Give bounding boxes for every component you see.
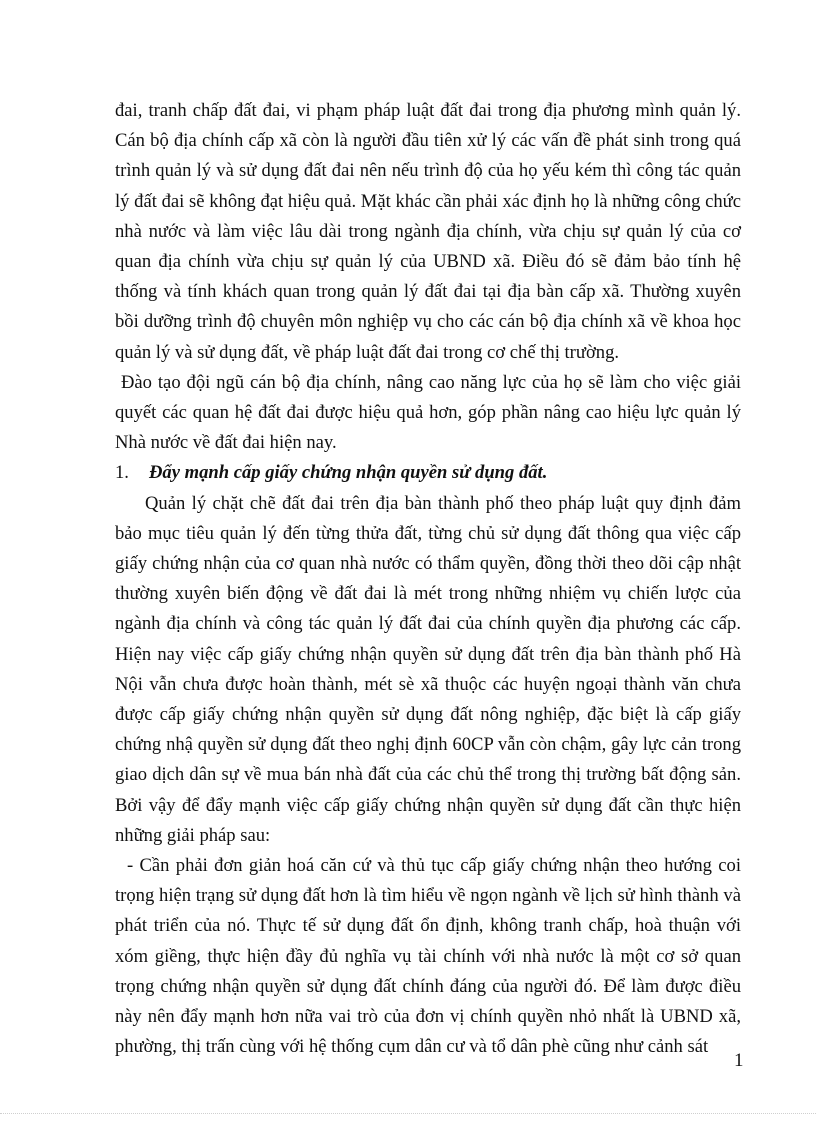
paragraph-training: Đào tạo đội ngũ cán bộ địa chính, nâng cao năng lực của họ sẽ làm cho việc giải quyết các quan hệ đất đai được hiệu quả hơn, góp phần nâng cao hiệu lực quản lý Nhà nước về đất đai hiện nay. xyxy=(115,371,741,454)
paragraph-land-management: Quản lý chặt chẽ đất đai trên địa bàn thành phố theo pháp luật quy định đảm bảo mục tiêu quản lý đến từng thửa đất, từng chủ sử dụng đất thông qua việc cấp giấy chứng nhận của cơ quan nhà nước có thẩm quyền, đồng thời theo dõi cập nhật thường xuyên biến động về đất đai là mét trong những nhiệm vụ chiến lược của ngành địa chính và công tác quản lý đất đai của chính quyền địa phương các cấp. Hiện nay việc cấp giấy chứng nhận quyền sử dụng đất trên địa bàn thành phố Hà Nội vẫn chưa được hoàn thành, mét sè xã thuộc các huyện ngoại thành văn chưa được cấp giấy chứng nhận quyền sử dụng đất nông nghiệp, đặc biệt là cấp giấy chứng nhậ quyền sử dụng đất theo nghị định 60CP vẫn còn chậm, gây lực cản trong giao dịch dân sự về mua bán nhà đất của các chủ thể trong thị trường bất động sản. Bởi vậy để đẩy mạnh việc cấp giấy chứng nhận quyền sử dụng đất cần thực hiện những giải pháp sau: xyxy=(115,492,741,846)
paragraph-simplify-procedures: - Cần phải đơn giản hoá căn cứ và thủ tục cấp giấy chứng nhận theo hướng coi trọng hiện trạng sử dụng đất hơn là tìm hiểu về ngọn ngành về lịch sử hình thành và phát triển của nó. Thực tế sử dụng đất ổn định, không tranh chấp, hoà thuận với xóm giềng, thực hiện đầy đủ nghĩa vụ tài chính với nhà nước là một cơ sở quan trọng chứng nhận quyền sử dụng đất chính đáng của người đó. Để làm được điều này nên đẩy mạnh hơn nữa vai trò của đơn vị chính quyền nhỏ nhất là UBND xã, phường, thị trấn cùng với hệ thống cụm dân cư và tổ dân phè cũng như cảnh sát xyxy=(115,855,741,1058)
page-number: 1 xyxy=(734,1050,744,1071)
section-title: Đẩy mạnh cấp giấy chứng nhận quyền sử dụng đất. xyxy=(149,462,548,484)
body-text xyxy=(115,96,741,1063)
section-heading xyxy=(115,458,741,488)
section-number: 1. xyxy=(115,462,129,484)
paragraph-cadastral-officials: đai, tranh chấp đất đai, vi phạm pháp luật đất đai trong địa phương mình quản lý. Cán bộ địa chính cấp xã còn là người đầu tiên xử lý các vấn đề phát sinh trong quá trình quản lý và sử dụng đất đai nên nếu trình độ của họ yếu kém thì công tác quản lý đất đai sẽ không đạt hiệu quả. Mặt khác cần phải xác định họ là những công chức nhà nước và làm việc lâu dài trong ngành địa chính, vừa chịu sự quản lý của cơ quan địa chính vừa chịu sự quản lý của UBND xã. Điều đó sẽ đảm bảo tính hệ thống và tính khách quan trong quản lý đất đai tại địa bàn cấp xã. Thường xuyên bồi dưỡng trình độ chuyên môn nghiệp vụ cho các cán bộ địa chính xã về khoa học quản lý và sử dụng đất, về pháp luật đất đai trong cơ chế thị trường. xyxy=(115,100,741,363)
page-bottom-divider xyxy=(0,1113,816,1114)
